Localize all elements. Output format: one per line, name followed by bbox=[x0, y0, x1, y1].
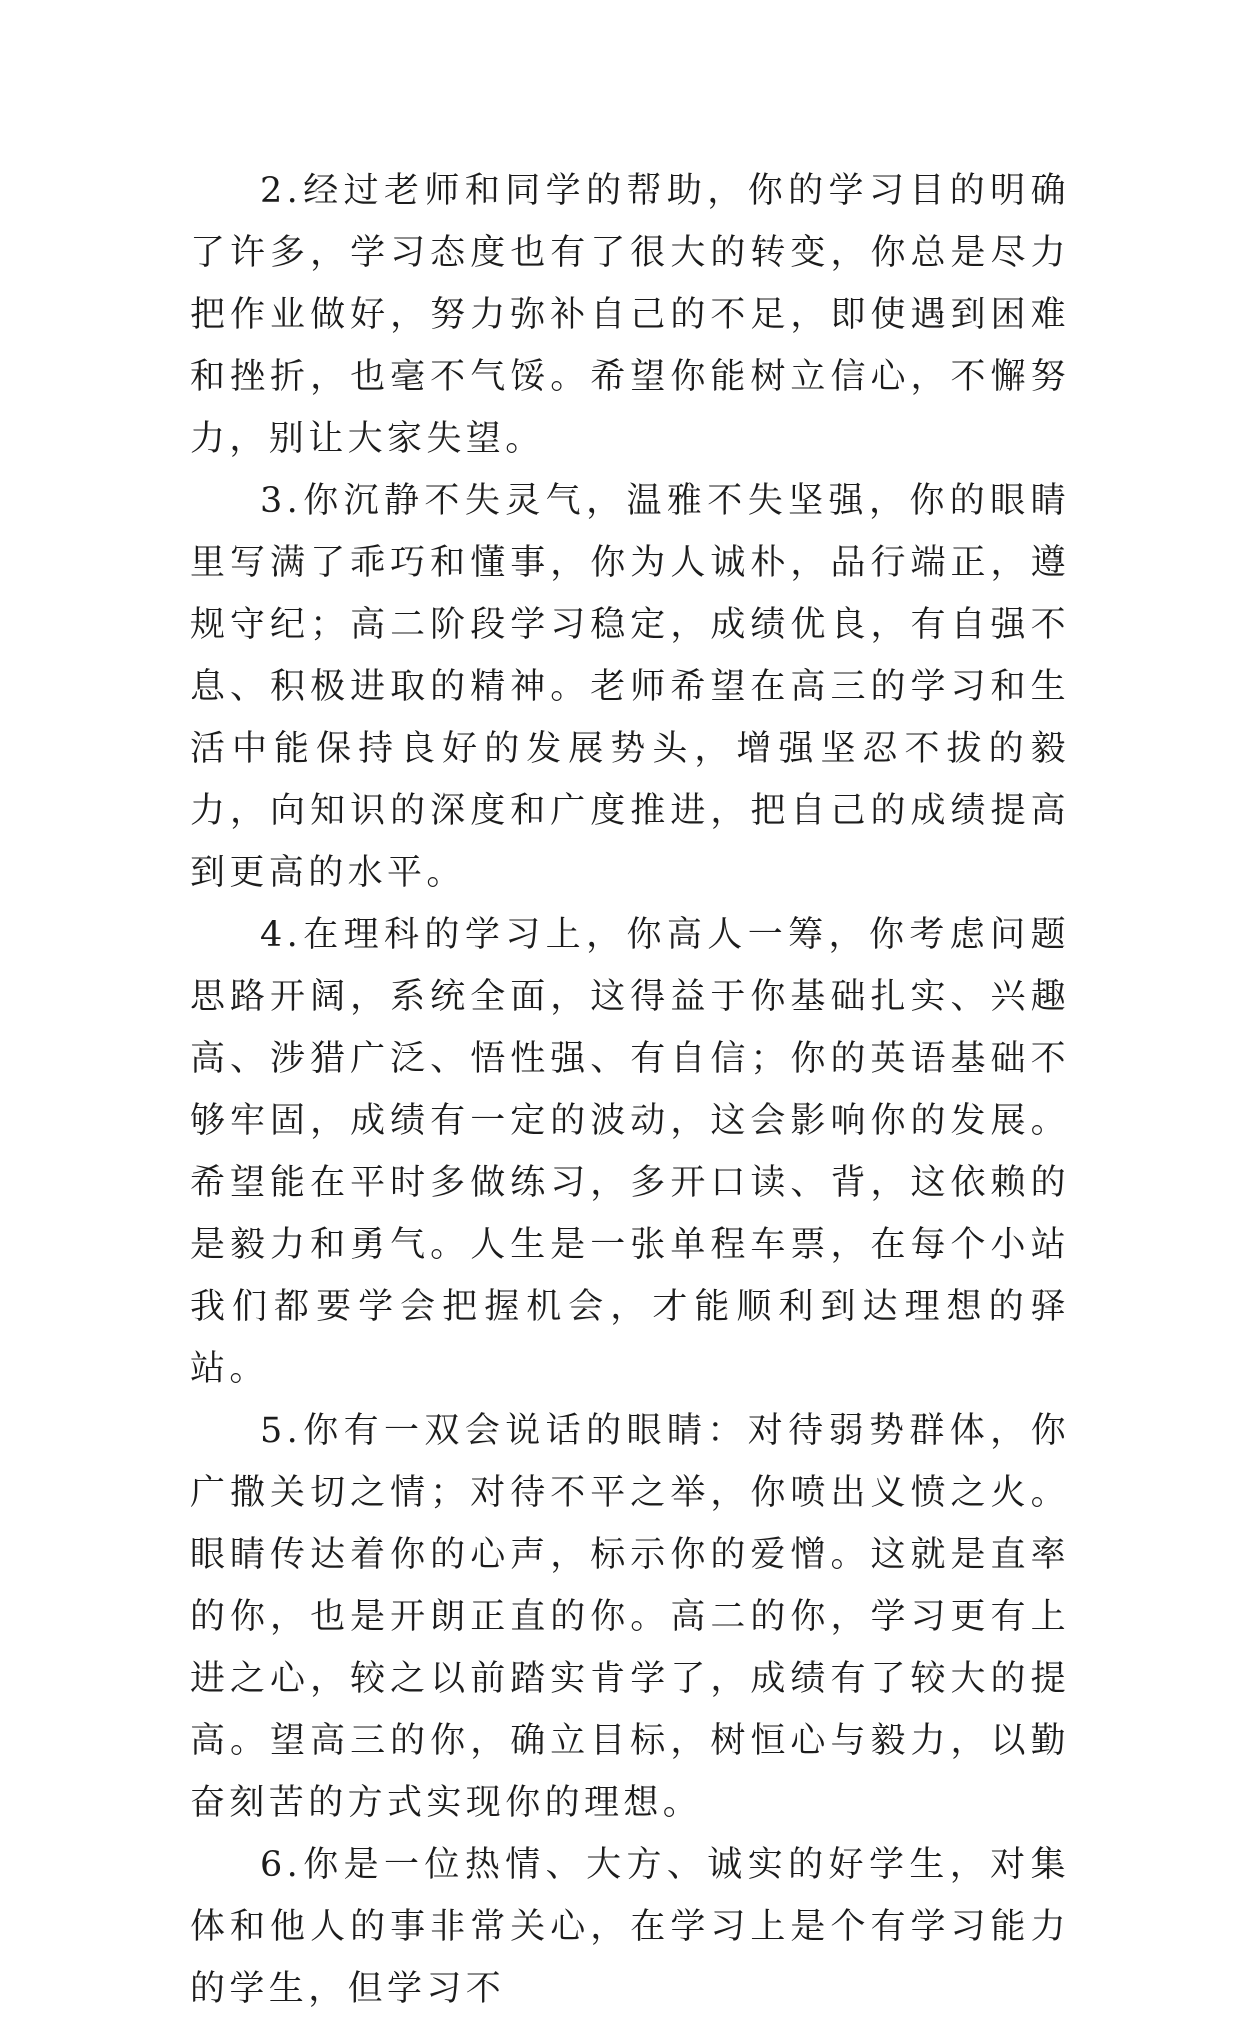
paragraph-6: 6.你是一位热情、大方、诚实的好学生，对集体和他人的事非常关心，在学习上是个有学习能力的学生，但学习不 bbox=[190, 1845, 1070, 2009]
paragraph-4: 4.在理科的学习上，你高人一筹，你考虑问题思路开阔，系统全面，这得益于你基础扎实、兴趣高、涉猎广泛、悟性强、有自信；你的英语基础不够牢固，成绩有一定的波动，这会影响你的发展。希望能在平时多做练习，多开口读、背，这依赖的是毅力和勇气。人生是一张单程车票，在每个小站我们都要学会把握机会，才能顺利到达理想的驿站。 bbox=[190, 915, 1070, 1389]
paragraph-2: 2.经过老师和同学的帮助，你的学习目的明确了许多，学习态度也有了很大的转变，你总是尽力把作业做好，努力弥补自己的不足，即使遇到困难和挫折，也毫不气馁。希望你能树立信心，不懈努力，别让大家失望。 bbox=[190, 171, 1070, 459]
paragraph-3: 3.你沉静不失灵气，温雅不失坚强，你的眼睛里写满了乖巧和懂事，你为人诚朴，品行端正，遵规守纪；高二阶段学习稳定，成绩优良，有自强不息、积极进取的精神。老师希望在高三的学习和生活中能保持良好的发展势头，增强坚忍不拔的毅力，向知识的深度和广度推进，把自己的成绩提高到更高的水平。 bbox=[190, 481, 1070, 893]
paragraph-5: 5.你有一双会说话的眼睛：对待弱势群体，你广撒关切之情；对待不平之举，你喷出义愤之火。眼睛传达着你的心声，标示你的爱憎。这就是直率的你，也是开朗正直的你。高二的你，学习更有上进之心，较之以前踏实肯学了，成绩有了较大的提高。望高三的你，确立目标，树恒心与毅力，以勤奋刻苦的方式实现你的理想。 bbox=[190, 1411, 1070, 1823]
document-body bbox=[190, 160, 1070, 2020]
